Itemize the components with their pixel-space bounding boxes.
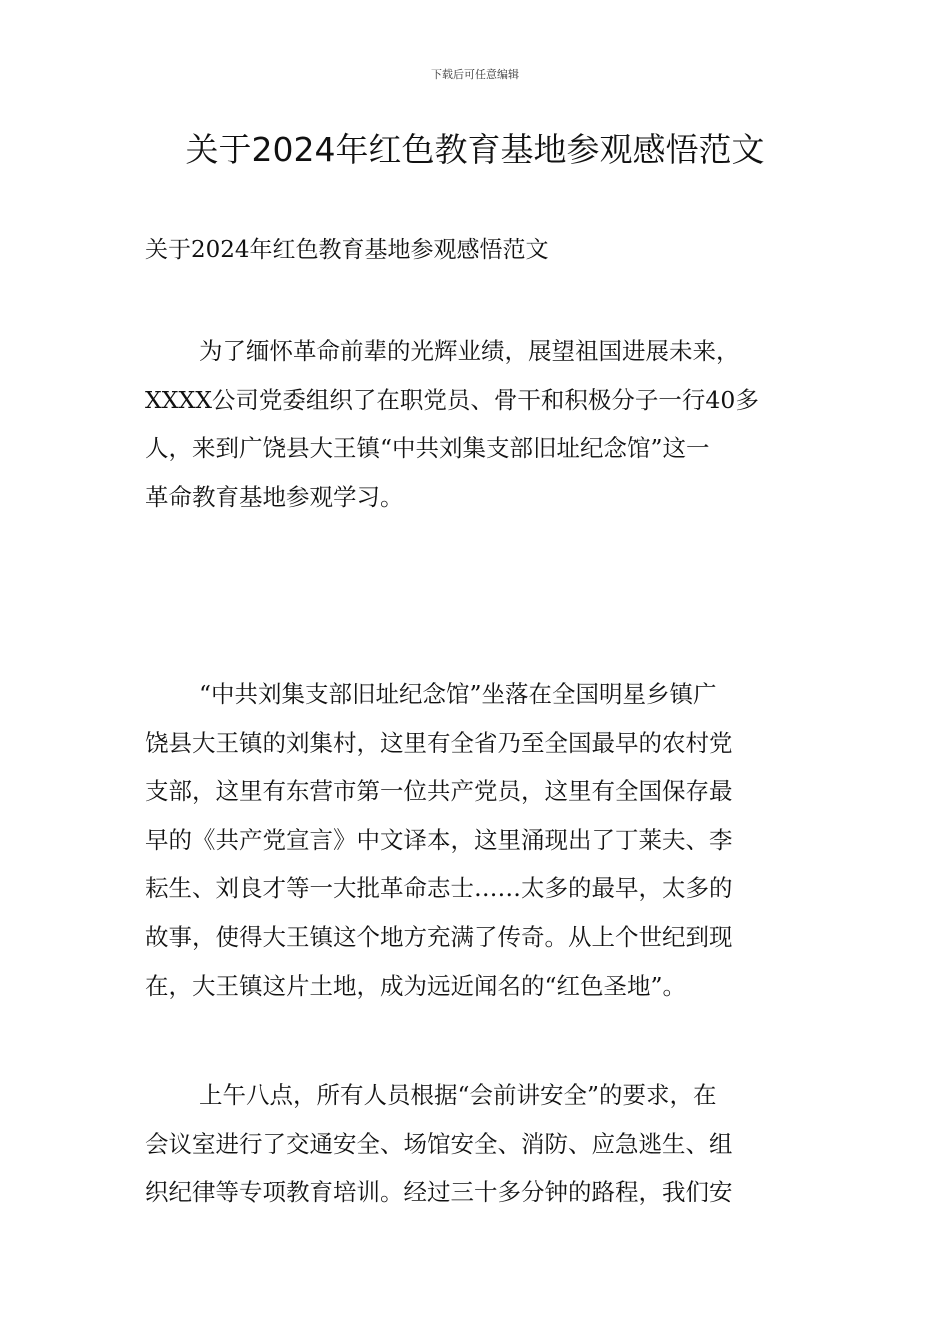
paragraph-1 bbox=[145, 327, 835, 521]
paragraph-line: 耘生、刘良才等一大批革命志士……太多的最早，太多的 bbox=[145, 874, 733, 903]
paragraph-3 bbox=[145, 1071, 835, 1217]
paragraph-line: 为了缅怀革命前辈的光辉业绩，展望祖国进展未来， bbox=[199, 337, 740, 365]
paragraph-line: XXXX公司党委组织了在职党员、骨干和积极分子一行40多 bbox=[145, 385, 759, 414]
document-subtitle: 关于2024年红色教育基地参观感悟范文 bbox=[145, 237, 549, 263]
paragraph-line: “中共刘集支部旧址纪念馆”坐落在全国明星乡镇广 bbox=[199, 680, 717, 708]
document-title: 关于2024年红色教育基地参观感悟范文 bbox=[185, 130, 765, 169]
paragraph-line: 早的《共产党宣言》中文译本，这里涌现出了丁莱夫、李 bbox=[145, 825, 733, 854]
paragraph-line: 织纪律等专项教育培训。经过三十多分钟的路程，我们安 bbox=[145, 1178, 733, 1207]
paragraph-line: 支部，这里有东营市第一位共产党员，这里有全国保存最 bbox=[145, 777, 733, 806]
header-note: 下载后可任意编辑 bbox=[431, 68, 519, 81]
paragraph-line: 故事，使得大王镇这个地方充满了传奇。从上个世纪到现 bbox=[145, 922, 733, 951]
paragraph-line: 上午八点，所有人员根据“会前讲安全”的要求，在 bbox=[199, 1081, 717, 1109]
paragraph-line: 在，大王镇这片土地，成为远近闻名的“红色圣地”。 bbox=[145, 971, 687, 1000]
paragraph-line: 饶县大王镇的刘集村，这里有全省乃至全国最早的农村党 bbox=[145, 728, 733, 757]
paragraph-line: 会议室进行了交通安全、场馆安全、消防、应急逃生、组 bbox=[145, 1129, 733, 1158]
paragraph-line: 人，来到广饶县大王镇“中共刘集支部旧址纪念馆”这一 bbox=[145, 434, 710, 463]
paragraph-2 bbox=[145, 670, 835, 1010]
paragraph-line: 革命教育基地参观学习。 bbox=[145, 482, 404, 511]
